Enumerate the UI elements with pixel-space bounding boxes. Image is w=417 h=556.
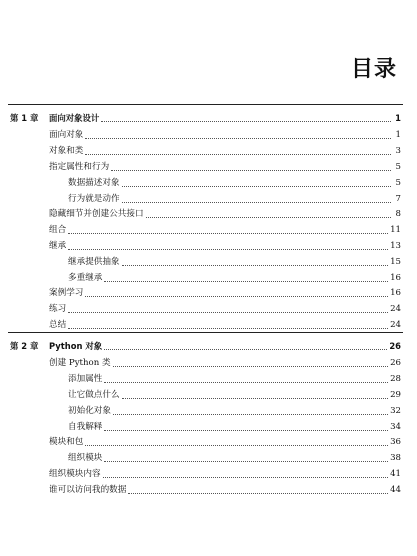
toc-entry[interactable] — [0, 385, 417, 401]
chapter-number: 第 2 章 — [10, 341, 39, 351]
dot-leader — [122, 202, 391, 203]
dot-leader — [122, 186, 391, 187]
page-number: 16 — [390, 272, 401, 283]
page-number: 26 — [390, 358, 401, 369]
entry-title: 总结 — [49, 319, 67, 330]
entry-title: 数据描述对象 — [68, 177, 120, 188]
dot-leader — [68, 233, 388, 234]
page-number: 5 — [395, 177, 401, 188]
dot-leader — [101, 121, 391, 122]
page-number: 26 — [389, 341, 401, 351]
page-title: 目录 — [350, 57, 397, 82]
dot-leader — [68, 249, 388, 250]
toc-entry[interactable] — [0, 268, 417, 284]
toc-entry[interactable] — [0, 204, 417, 220]
entry-title: 案例学习 — [49, 288, 84, 299]
toc-entry[interactable] — [0, 369, 417, 385]
entry-title: 组织模块内容 — [49, 468, 101, 479]
toc-entry[interactable] — [0, 157, 417, 173]
chapter-number: 第 1 章 — [10, 113, 39, 123]
page-number: 24 — [390, 304, 401, 315]
toc-entry[interactable] — [0, 220, 417, 236]
dot-leader — [128, 493, 388, 494]
page-number: 13 — [390, 240, 401, 251]
dot-leader — [104, 461, 388, 462]
entry-title: 添加属性 — [68, 374, 103, 385]
page-number: 36 — [390, 437, 401, 448]
chapter-title: 面向对象设计 — [49, 113, 100, 123]
toc-entry[interactable] — [0, 252, 417, 268]
page-number: 5 — [395, 161, 401, 172]
page-number: 24 — [390, 319, 401, 330]
dot-leader — [85, 296, 388, 297]
dot-leader — [85, 154, 391, 155]
dot-leader — [146, 217, 391, 218]
page-number: 8 — [395, 209, 401, 220]
toc-entry[interactable] — [0, 432, 417, 448]
page-number: 38 — [390, 453, 401, 464]
toc-entry[interactable] — [0, 141, 417, 157]
entry-title: 创建 Python 类 — [49, 358, 111, 369]
dot-leader — [111, 170, 391, 171]
dot-leader — [104, 349, 387, 350]
toc-entry[interactable] — [0, 189, 417, 205]
dot-leader — [85, 445, 388, 446]
chapter-divider — [8, 104, 403, 105]
toc-entry[interactable] — [0, 236, 417, 252]
toc-entry[interactable] — [0, 480, 417, 496]
toc-entry[interactable] — [0, 417, 417, 433]
entry-title: 继承 — [49, 240, 67, 251]
entry-title: 行为就是动作 — [68, 193, 120, 204]
dot-leader — [68, 328, 388, 329]
chapter-title: Python 对象 — [49, 341, 103, 351]
dot-leader — [122, 265, 388, 266]
chapter-divider — [8, 332, 403, 333]
dot-leader — [85, 138, 391, 139]
page-number: 41 — [390, 468, 401, 479]
dot-leader — [104, 281, 388, 282]
entry-title: 面向对象 — [49, 130, 84, 141]
toc-entry[interactable] — [0, 448, 417, 464]
page-number: 32 — [390, 405, 401, 416]
entry-title: 指定属性和行为 — [49, 161, 110, 172]
toc-entry[interactable] — [0, 173, 417, 189]
toc-entry[interactable] — [0, 125, 417, 141]
page-number: 16 — [390, 288, 401, 299]
entry-title: 组合 — [49, 225, 67, 236]
entry-title: 自我解释 — [68, 421, 103, 432]
dot-leader — [104, 382, 388, 383]
page-number: 34 — [390, 421, 401, 432]
entry-title: 多重继承 — [68, 272, 103, 283]
dot-leader — [122, 398, 388, 399]
toc-entry[interactable] — [0, 401, 417, 417]
dot-leader — [113, 414, 388, 415]
entry-title: 谁可以访问我的数据 — [49, 484, 127, 495]
page-number: 29 — [390, 389, 401, 400]
page-number: 1 — [395, 113, 401, 123]
dot-leader — [68, 312, 388, 313]
page-number: 11 — [390, 225, 401, 236]
entry-title: 组织模块 — [68, 453, 103, 464]
toc-chapter[interactable] — [0, 336, 417, 352]
entry-title: 初始化对象 — [68, 405, 111, 416]
entry-title: 模块和包 — [49, 437, 84, 448]
dot-leader — [103, 477, 388, 478]
entry-title: 让它做点什么 — [68, 389, 120, 400]
entry-title: 对象和类 — [49, 146, 84, 157]
toc-entry[interactable] — [0, 353, 417, 369]
page-number: 7 — [395, 193, 401, 204]
toc-entry[interactable] — [0, 315, 417, 331]
page-number: 3 — [395, 146, 401, 157]
page-number: 1 — [395, 130, 401, 141]
toc-entry[interactable] — [0, 464, 417, 480]
page-number: 44 — [390, 484, 401, 495]
entry-title: 继承提供抽象 — [68, 256, 120, 267]
page-number: 28 — [390, 374, 401, 385]
toc-chapter[interactable] — [0, 108, 417, 124]
dot-leader — [104, 430, 388, 431]
page-number: 15 — [390, 256, 401, 267]
toc-entry[interactable] — [0, 299, 417, 315]
toc-entry[interactable] — [0, 283, 417, 299]
dot-leader — [113, 366, 388, 367]
entry-title: 隐藏细节并创建公共接口 — [49, 209, 144, 220]
entry-title: 练习 — [49, 304, 67, 315]
